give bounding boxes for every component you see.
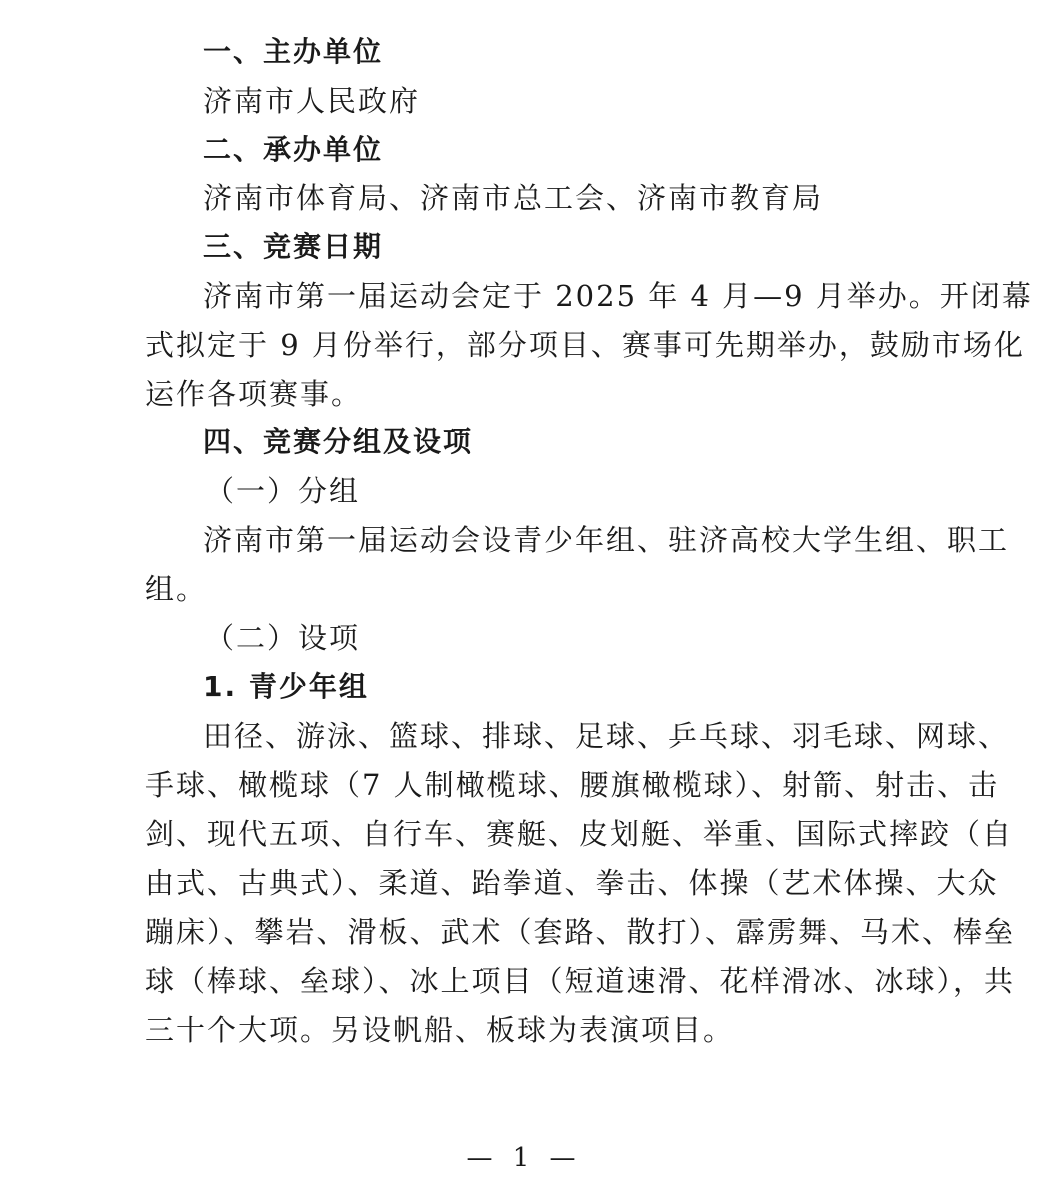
paragraph-line: 运作各项赛事。 [145,377,363,411]
paragraph-line: 蹦床）、攀岩、滑板、武术（套路、散打）、霹雳舞、马术、棒垒 [145,915,1016,949]
section-heading-groups: 四、竞赛分组及设项 [203,425,474,458]
paragraph-line: 剑、现代五项、自行车、赛艇、皮划艇、举重、国际式摔跤（自 [145,817,1014,851]
paragraph-line: 手球、橄榄球（7 人制橄榄球、腰旗橄榄球）、射箭、射击、击 [145,768,1000,802]
paragraph-line: 田径、游泳、篮球、排球、足球、乒乓球、羽毛球、网球、 [203,719,1010,753]
section-text-undertaker: 济南市体育局、济南市总工会、济南市教育局 [203,181,824,215]
paragraph-line: 球（棒球、垒球）、冰上项目（短道速滑、花样滑冰、冰球），共 [145,964,1016,998]
section-heading-undertaker: 二、承办单位 [203,133,384,166]
paragraph-line: 三十个大项。另设帆船、板球为表演项目。 [145,1013,735,1047]
section-text-organizer: 济南市人民政府 [203,84,421,118]
section-heading-dates: 三、竞赛日期 [203,230,384,263]
paragraph-line: 济南市第一届运动会定于 2025 年 4 月—9 月举办。开闭幕 [203,279,1033,313]
section-heading-organizer: 一、主办单位 [203,35,384,68]
subsection-heading-events: （二）设项 [205,621,361,655]
paragraph-line: 由式、古典式）、柔道、跆拳道、拳击、体操（艺术体操、大众 [145,866,999,900]
paragraph-line: 济南市第一届运动会设青少年组、驻济高校大学生组、职工 [203,523,1010,557]
page-number: — 1 — [466,1143,582,1173]
paragraph-line: 式拟定于 9 月份举行，部分项目、赛事可先期举办，鼓励市场化 [145,328,1025,362]
paragraph-line: 组。 [145,572,208,606]
subsection-heading-groups: （一）分组 [205,474,361,508]
item-heading-youth: 1. 青少年组 [203,670,369,703]
